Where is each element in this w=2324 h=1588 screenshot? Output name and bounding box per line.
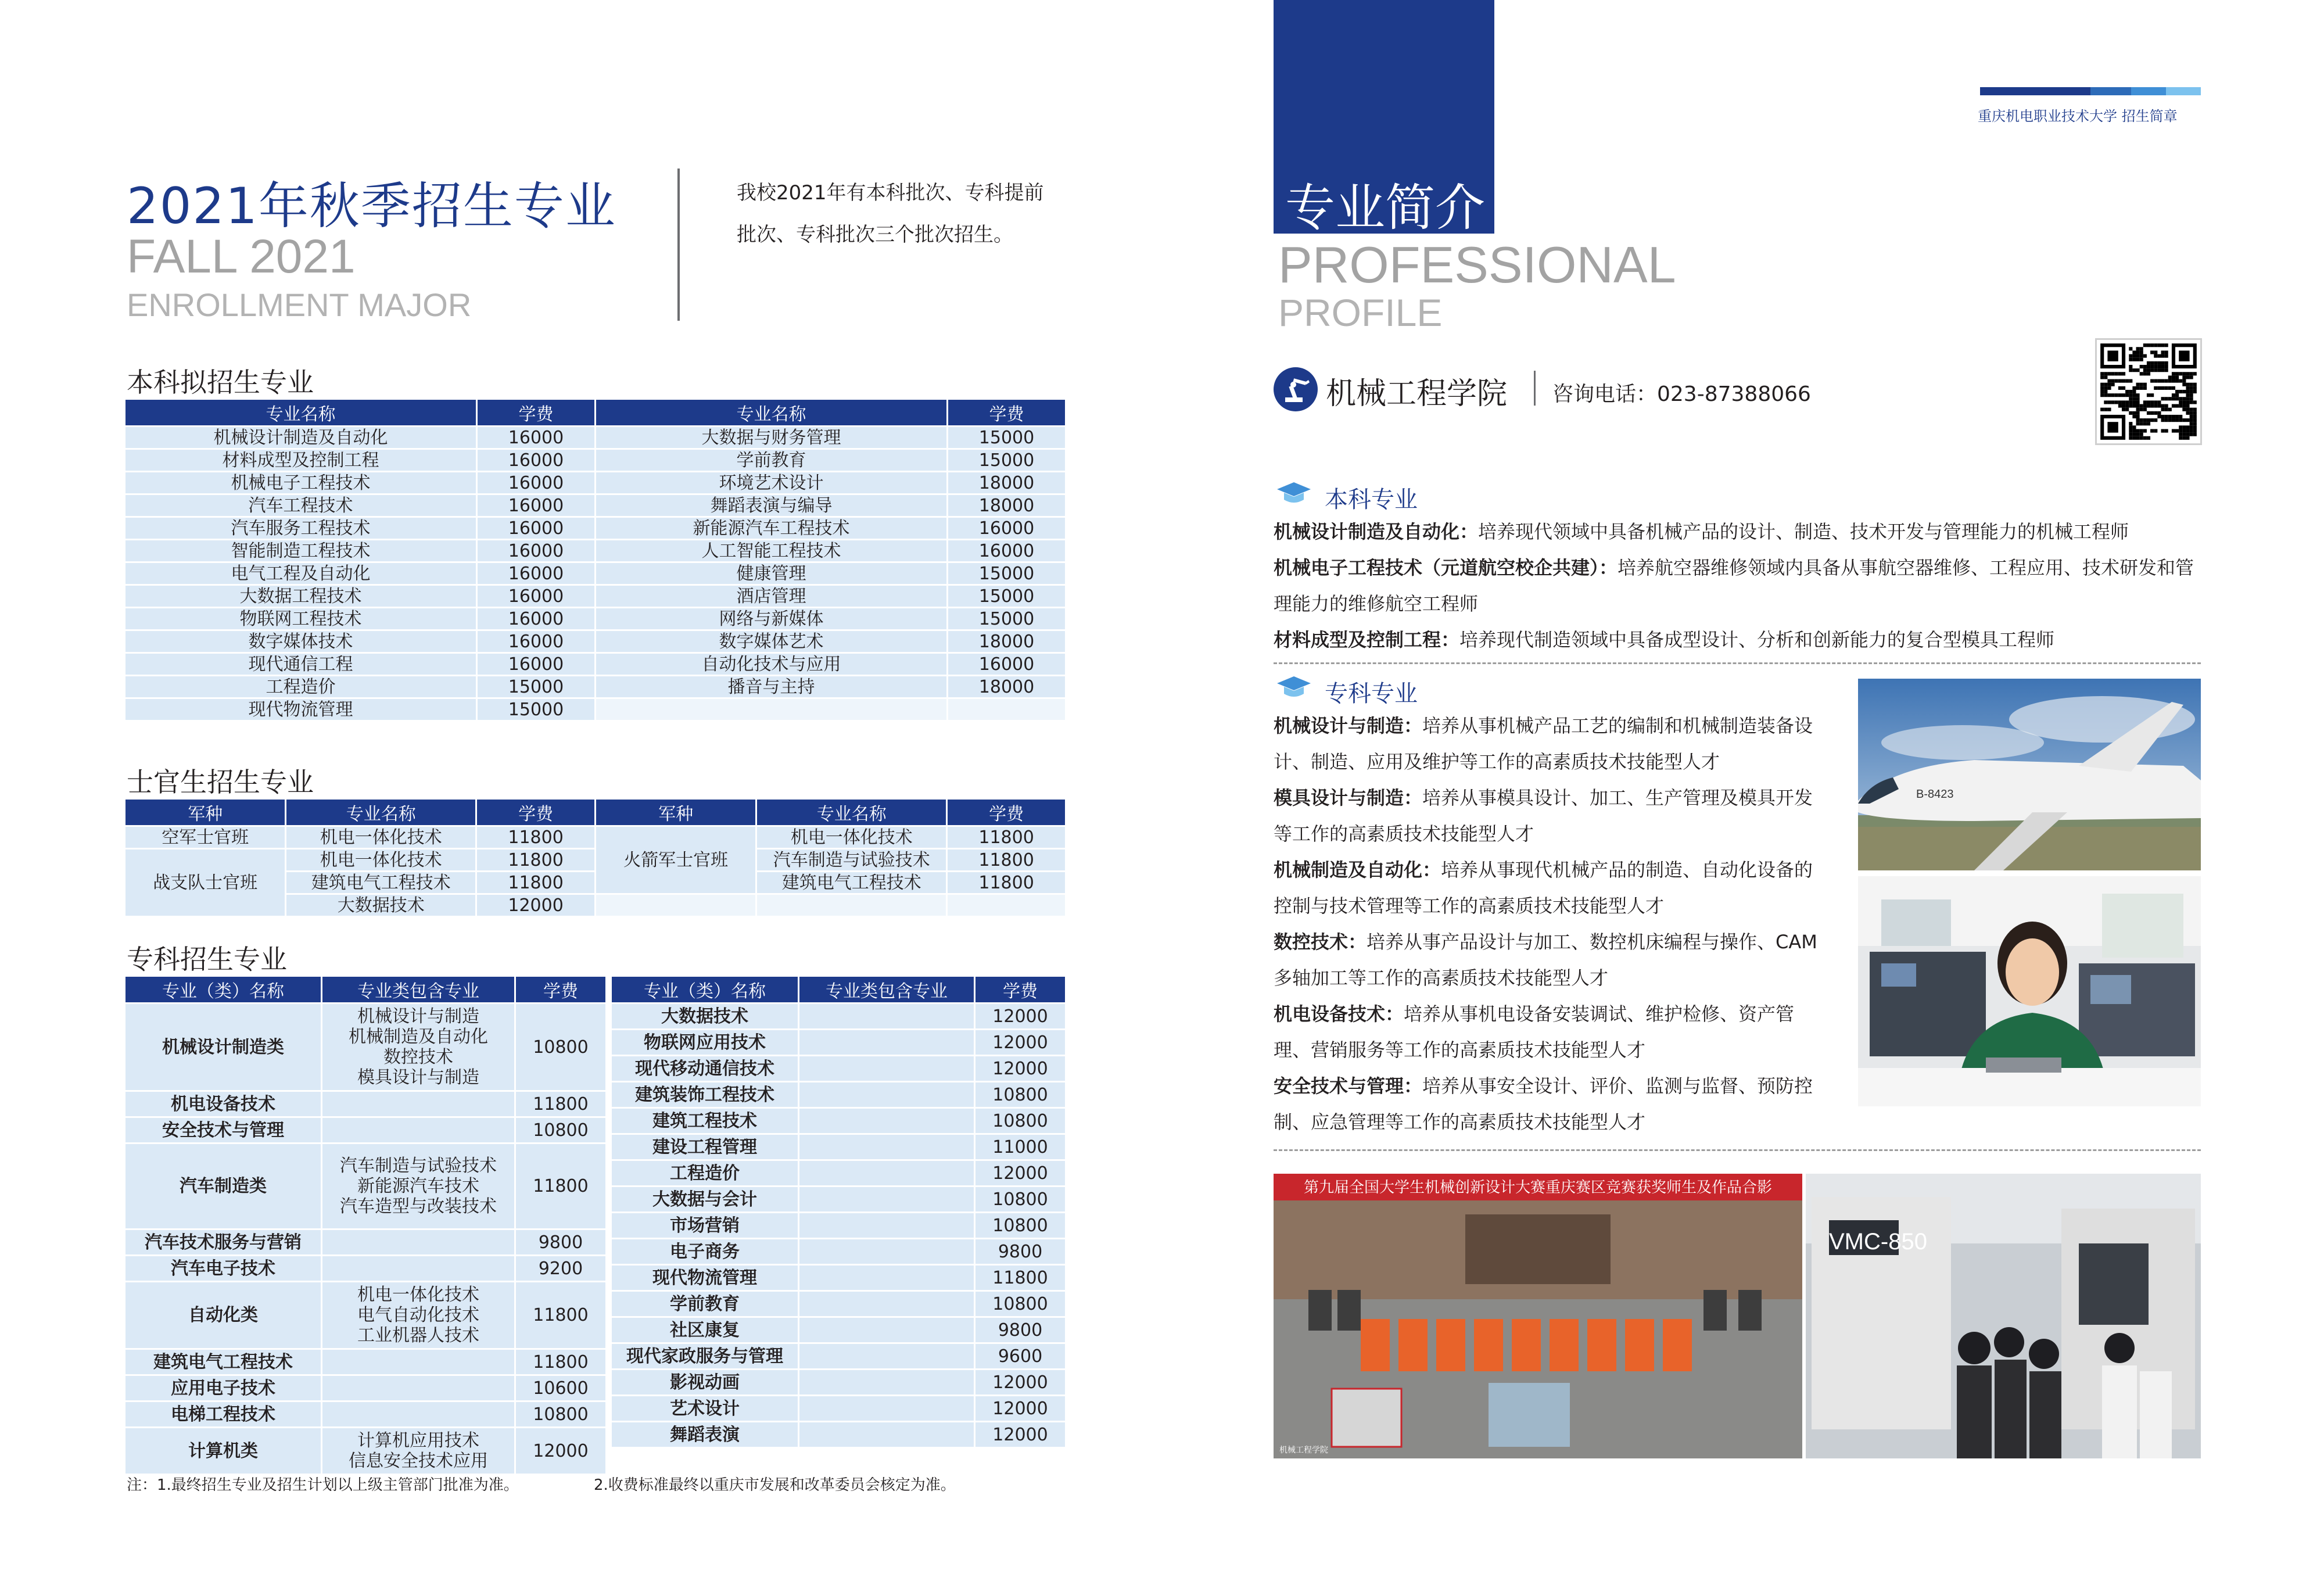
page-subtitle-en: FALL 2021 — [127, 230, 356, 283]
col-header: 专业类包含专业 — [799, 977, 974, 1002]
table-row: 应用电子技术 10600 — [125, 1376, 605, 1400]
col-header: 专业名称 — [125, 400, 476, 425]
table-row: 大数据技术 12000 — [125, 895, 1065, 916]
table-row: 汽车服务工程技术 16000 新能源汽车工程技术 16000 — [125, 518, 1065, 539]
table-row: 机械设计制造及自动化 16000 大数据与财务管理 15000 — [125, 427, 1065, 448]
col-header: 学费 — [975, 977, 1065, 1002]
table-row: 机械电子工程技术 16000 环境艺术设计 18000 — [125, 472, 1065, 493]
section-title-en: PROFESSIONAL — [1278, 236, 1676, 293]
junior-majors-heading: 专科专业 — [1325, 680, 1418, 707]
undergrad-majors-text: 机械设计制造及自动化：培养现代领域中具备机械产品的设计、制造、技术开发与管理能力的机械工程师 机械电子工程技术（元道航空校企共建）：培养航空器维修领域内具备从事航空器维修、工程应用、技术研发和管理能力的维修航空工程师 材料成型及控制工程：培养现代制造领域中具备成型设计、分析和创新能力的复合型模具工程师 — [1274, 521, 2194, 651]
table-row: 机械设计制造类 机械设计与制造 机械制造及自动化 数控技术 模具设计与制造 10800 — [125, 1004, 605, 1090]
table-row: 物联网应用技术 12000 — [612, 1030, 1065, 1055]
aircraft-registration: B-8423 — [1916, 788, 1954, 801]
col-header: 专业类包含专业 — [322, 977, 514, 1002]
contact-phone: 咨询电话：023-87388066 — [1552, 382, 1811, 406]
table-row: 大数据工程技术 16000 酒店管理 15000 — [125, 586, 1065, 607]
table-row: 工程造价 15000 播音与主持 18000 — [125, 676, 1065, 697]
col-header: 学费 — [516, 977, 605, 1002]
aircraft-photo — [1858, 679, 2201, 870]
officer-heading: 士官生招生专业 — [127, 766, 314, 798]
table-row: 计算机类 计算机应用技术 信息安全技术应用 12000 — [125, 1428, 605, 1474]
dashed-divider — [1274, 1149, 2201, 1151]
table-row: 机电设备技术 11800 — [125, 1092, 605, 1116]
table-row: 智能制造工程技术 16000 人工智能工程技术 16000 — [125, 540, 1065, 561]
table-row: 学前教育 10800 — [612, 1292, 1065, 1316]
table-row: 数字媒体技术 16000 数字媒体艺术 18000 — [125, 631, 1065, 652]
table-row: 市场营销 10800 — [612, 1213, 1065, 1238]
table-row: 电子商务 9800 — [612, 1239, 1065, 1264]
col-header: 专业（类）名称 — [612, 977, 798, 1002]
graduation-cap-icon — [1276, 675, 1312, 701]
table-row: 现代通信工程 16000 自动化技术与应用 16000 — [125, 654, 1065, 675]
table-row: 材料成型及控制工程 16000 学前教育 15000 — [125, 450, 1065, 471]
photo-caption: 机械工程学院 — [1279, 1445, 1328, 1454]
table-row: 建筑电气工程技术 11800 — [125, 1350, 605, 1374]
col-header: 军种 — [596, 800, 755, 825]
table-row: 空军士官班 机电一体化技术 11800 火箭军士官班 机电一体化技术 11800 — [125, 827, 1065, 848]
col-header: 学费 — [478, 400, 594, 425]
machine-label: VMC-850 — [1829, 1229, 1927, 1254]
undergrad-table — [124, 398, 1067, 722]
intro-text: 我校2021年有本科批次、专科提前 批次、专科批次三个批次招生。 — [737, 181, 1044, 246]
table-row: 现代家政服务与管理 9600 — [612, 1344, 1065, 1368]
photo-banner: 第九届全国大学生机械创新设计大赛重庆赛区竞赛获奖师生及作品合影 — [1303, 1178, 1773, 1196]
robot-arm-icon — [1274, 367, 1318, 411]
table-row: 工程造价 12000 — [612, 1161, 1065, 1185]
divider — [677, 169, 680, 321]
table-row: 大数据与会计 10800 — [612, 1187, 1065, 1211]
col-header: 学费 — [948, 400, 1065, 425]
undergrad-heading: 本科拟招生专业 — [127, 367, 314, 398]
table-row: 社区康复 9800 — [612, 1318, 1065, 1342]
page-title: 2021年秋季招生专业 — [127, 177, 616, 235]
table-row: 建筑电气工程技术 11800 建筑电气工程技术 11800 — [125, 872, 1065, 893]
col-header: 军种 — [125, 800, 285, 825]
table-row: 汽车工程技术 16000 舞蹈表演与编导 18000 — [125, 495, 1065, 516]
table-row: 汽车电子技术 9200 — [125, 1256, 605, 1281]
table-row: 现代物流管理 11800 — [612, 1266, 1065, 1290]
table-row: 汽车制造类 汽车制造与试验技术 新能源汽车技术 汽车造型与改装技术 11800 — [125, 1144, 605, 1228]
table-row: 自动化类 机电一体化技术 电气自动化技术 工业机器人技术 11800 — [125, 1282, 605, 1348]
junior-heading: 专科招生专业 — [127, 944, 287, 975]
dashed-divider — [1274, 662, 2201, 664]
divider — [1534, 371, 1536, 406]
footnote-2: 2.收费标准最终以重庆市发展和改革委员会核定为准。 — [594, 1476, 956, 1494]
section-title: 专业简介 — [1285, 179, 1485, 237]
table-row: 大数据技术 12000 — [612, 1004, 1065, 1028]
header-color-bars — [1980, 87, 2201, 95]
section-title-en-2: PROFILE — [1278, 291, 1443, 334]
officer-table — [124, 798, 1067, 917]
table-row: 影视动画 12000 — [612, 1370, 1065, 1395]
table-row: 电梯工程技术 10800 — [125, 1402, 605, 1426]
undergrad-majors-heading: 本科专业 — [1325, 486, 1418, 513]
student-lab-photo — [1858, 876, 2201, 1106]
table-row: 战支队士官班 机电一体化技术 11800 汽车制造与试验技术 11800 — [125, 849, 1065, 870]
qr-code[interactable] — [2095, 338, 2202, 445]
col-header: 专业（类）名称 — [125, 977, 321, 1002]
table-row: 现代物流管理 15000 — [125, 699, 1065, 720]
table-row: 安全技术与管理 10800 — [125, 1118, 605, 1142]
junior-majors-text: 机械设计与制造：培养从事机械产品工艺的编制和机械制造装备设计、制造、应用及维护等工作的高素质技术技能型人才 模具设计与制造：培养从事模具设计、加工、生产管理及模具开发等工作的高素质技术技能型人才 机械制造及自动化：培养从事现代机械产品的制造、自动化设备的控制与技术管理等工作的高素质技术技能型人才 数控技术：培养从事产品设计与加工、数控机床编程与操作、CAM多轴加工等工作的高素质技术技能型人才 机电设备技术：培养从事机电设备安装调试、维护检修、资产管理、营销服务等工作的高素质技术技能型人才 安全技术与管理：培养从事安全设计、评价、监测与监督、预防控制、应急管理等工作的高素质技术技能型人才 — [1274, 715, 1817, 1133]
table-row: 建设工程管理 11000 — [612, 1135, 1065, 1159]
col-header: 专业名称 — [286, 800, 475, 825]
table-row: 物联网工程技术 16000 网络与新媒体 15000 — [125, 608, 1065, 629]
table-row: 艺术设计 12000 — [612, 1396, 1065, 1421]
col-header: 专业名称 — [596, 400, 946, 425]
col-header: 学费 — [948, 800, 1065, 825]
group-photo — [1274, 1174, 1802, 1458]
graduation-cap-icon — [1276, 481, 1312, 507]
junior-table-right — [610, 975, 1067, 1449]
col-header: 学费 — [477, 800, 594, 825]
footnote-1: 注：1.最终招生专业及招生计划以上级主管部门批准为准。 — [127, 1476, 519, 1494]
college-name: 机械工程学院 — [1326, 377, 1508, 411]
junior-table-left — [124, 975, 607, 1475]
page-subtitle-en-2: ENROLLMENT MAJOR — [127, 286, 472, 323]
table-row: 建筑装饰工程技术 10800 — [612, 1082, 1065, 1107]
workshop-photo — [1806, 1174, 2201, 1458]
table-row: 汽车技术服务与营销 9800 — [125, 1230, 605, 1254]
table-row: 舞蹈表演 12000 — [612, 1422, 1065, 1447]
table-row: 建筑工程技术 10800 — [612, 1109, 1065, 1133]
col-header: 专业名称 — [757, 800, 946, 825]
table-row: 电气工程及自动化 16000 健康管理 15000 — [125, 563, 1065, 584]
table-row: 现代移动通信技术 12000 — [612, 1056, 1065, 1081]
running-header: 重庆机电职业技术大学 招生简章 — [1978, 108, 2178, 124]
